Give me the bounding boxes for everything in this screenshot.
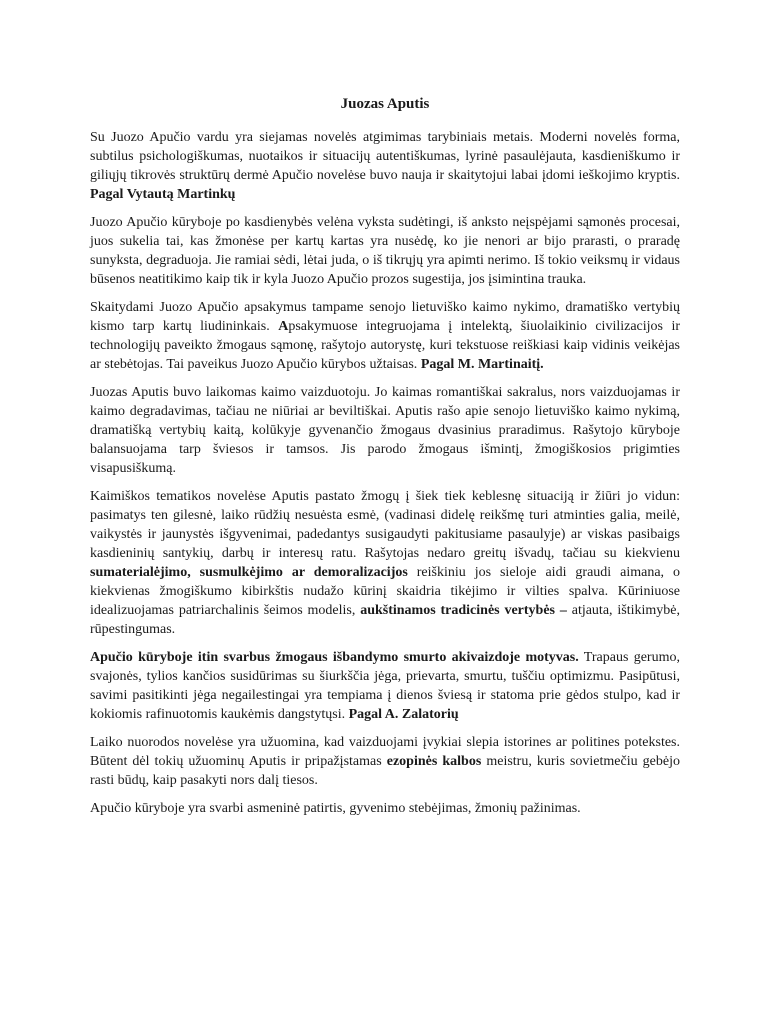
paragraph-2 bbox=[90, 213, 680, 289]
text-run: Trapaus gerumo, svajonės, tylios kančios susidūrimas su šiurkščia jėga, prievarta, smurtu, tuščiu optimizmu. Pasipūtusi, savimi pasitikinti jėga negailestingai yra tempiama į dienos šviesą ir statoma prie gėdos stulpo, kad ir kokiomis rafinuotomis kaukėmis dangstytųsi. bbox=[90, 650, 680, 722]
text-run: Kaimiškos tematikos novelėse Aputis pastato žmogų į šiek tiek keblesnę situaciją ir žiūri jo vidun: pasimatys ten gilesnė, laiko rūdžių nesuėsta esmė, (vadinasi didelę reikšmę turi atminties galia, meilė, vaikystės ir jaunystės išgyvenimai, padedantys susigaudyti pakitusiame pasaulyje) ar viskas pasibaigs kasdieninių santykių, darbų ir interesų ratu. Rašytojas nedaro greitų išvadų, tačiau su kiekvienu bbox=[90, 489, 680, 561]
text-run: meistru, kuris sovietmečiu gebėjo rasti būdų, kaip pasakyti nors dalį tiesos. bbox=[90, 754, 680, 788]
text-run: Apučio kūryboje yra svarbi asmeninė patirtis, gyvenimo stebėjimas, žmonių pažinimas. bbox=[90, 801, 581, 816]
attribution: Pagal Vytautą Martinkų bbox=[90, 187, 236, 202]
paragraph-8 bbox=[90, 799, 680, 818]
bold-run: ezopinės kalbos bbox=[386, 754, 482, 769]
text-run: Su Juozo Apučio vardu yra siejamas novelės atgimimas tarybiniais metais. Moderni novelės forma, subtilus psichologiškumas, nuotaikos ir situacijų autentiškumas, lyrinė pasaulėjauta, kasdieniškumo ir giliųjų tikrovės struktūrų dermė Apučio novelėse buvo nauja ir skaitytojui labai įdomi ieškojimo kryptis. bbox=[90, 130, 680, 183]
paragraph-7 bbox=[90, 733, 680, 790]
attribution: Pagal A. Zalatorių bbox=[348, 707, 459, 722]
text-run: reiškiniu jos sieloje aidi graudi aimana, o kiekvienas žmogiškumo kibirkštis nudažo kūrinį skaidria tikėjimo ir vilties spalva. Kūriniuose idealizuojamas patriarchalinis šeimos modelis, bbox=[90, 565, 680, 618]
attribution: Pagal M. Martinaitį. bbox=[420, 357, 544, 372]
bold-run: sumaterialėjimo, susmulkėjimo ar demoralizacijos bbox=[90, 565, 408, 580]
paragraph-5 bbox=[90, 487, 680, 639]
text-run: Skaitydami Juozo Apučio apsakymus tampame senojo lietuviško kaimo nykimo, dramatiško vertybių kismo tarp kartų liudininkais. bbox=[90, 300, 680, 334]
text-run: atjauta, ištikimybė, rūpestingumas. bbox=[90, 603, 681, 637]
paragraph-1 bbox=[90, 128, 680, 204]
document-title: Juozas Aputis bbox=[340, 96, 430, 112]
text-run: psakymuose integruojama į intelektą, šiuolaikinio civilizacijos ir technologijų paveikto žmogaus sąmonę, rašytojo autorystę, kuri tekstuose reiškiasi kaip vidinis veikėjas ar stebėtojas. Tai paveikus Juozo Apučio kūrybos užtaisas. bbox=[90, 319, 680, 372]
text-run: Laiko nuorodos novelėse yra užuomina, kad vaizduojami įvykiai slepia istorines ar politines potekstes. Būtent dėl tokių užuominų Aputis ir pripažįstamas bbox=[90, 735, 680, 769]
text-run: Juozo Apučio kūryboje po kasdienybės velėna vyksta sudėtingi, iš anksto neįspėjami sąmonės procesai, juos sukelia tai, kas žmonėse per kartų kartas yra nusėdę, ko jie nenori ar bijo prarasti, o praradę sunyksta, degraduoja. Jie ramiai sėdi, lėtai juda, o iš tikrųjų yra apimti nerimo. Iš tokio veiksmų ir vidaus būsenos neatitikimo kaip tik ir kyla Juozo Apučio prozos sugestija, jos įsimintina trauka. bbox=[90, 215, 680, 287]
paragraph-4 bbox=[90, 383, 680, 478]
bold-run: aukštinamos tradicinės vertybės – bbox=[360, 603, 567, 618]
bold-run: A bbox=[278, 319, 289, 334]
paragraph-6 bbox=[90, 648, 680, 724]
bold-run: Apučio kūryboje itin svarbus žmogaus išbandymo smurto akivaizdoje motyvas. bbox=[90, 650, 579, 665]
paragraph-3 bbox=[90, 298, 680, 374]
text-run: Juozas Aputis buvo laikomas kaimo vaizduotoju. Jo kaimas romantiškai sakralus, nors vaizduojamas ir kaimo degradavimas, tačiau ne niūriai ar beviltiškai. Aputis rašo apie senojo lietuviško kaimo nykimą, dramatišką vertybių kaitą, kolūkyje gyvenančio žmogaus dvasinius praradimus. Rašytojo kūryboje balansuojama tarp šviesos ir tamsos. Jis parodo žmogaus išmintį, žmogiškosios prigimties visapusiškumą. bbox=[90, 385, 680, 476]
